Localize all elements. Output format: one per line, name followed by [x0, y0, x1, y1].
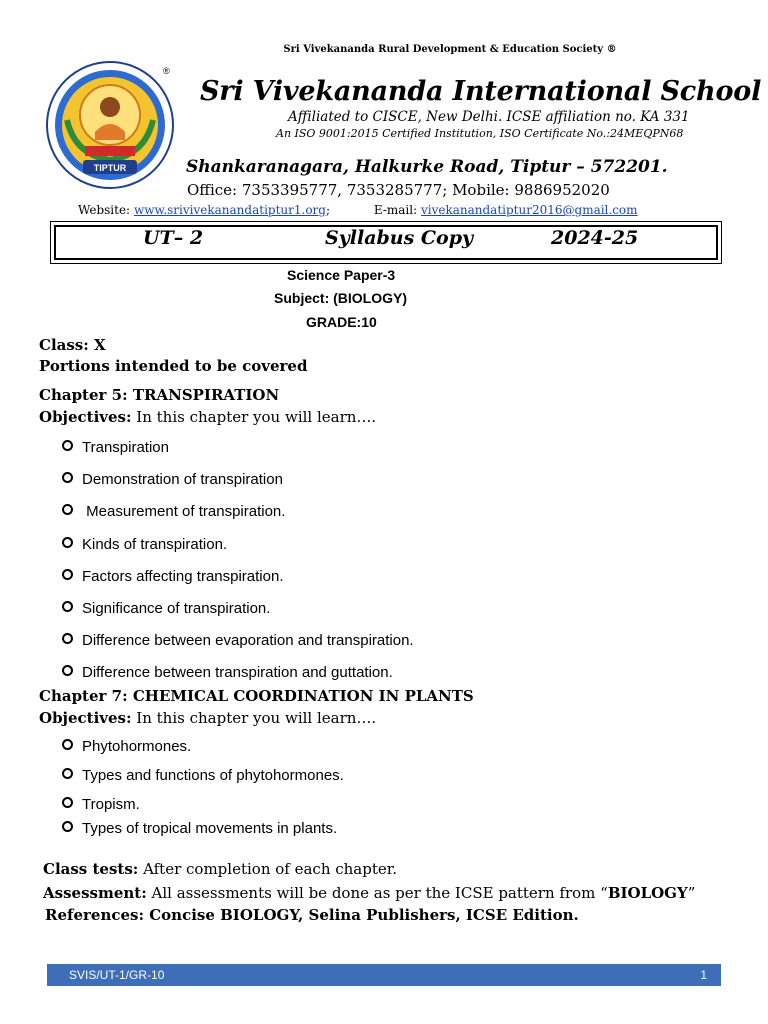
email-label: E-mail:: [373, 203, 418, 217]
chapter-7-objectives: [39, 709, 376, 727]
email-link[interactable]: vivekanandatiptur2016@gmail.com: [420, 203, 638, 217]
bullet-circle-icon: [62, 821, 73, 832]
list-item: Types of tropical movements in plants.: [62, 820, 337, 837]
syllabus-title: Syllabus Copy: [325, 227, 474, 249]
website-separator: ;: [325, 203, 331, 217]
bullet-circle-icon: [62, 537, 73, 548]
page-footer: [47, 964, 721, 986]
list-item: Significance of transpiration.: [62, 600, 270, 617]
bullet-circle-icon: [62, 440, 73, 451]
logo-text: TIPTUR: [93, 163, 127, 173]
assessment-line: Assessment: All assessments will be done as per the ICSE pattern from “BIOLOGY”: [43, 884, 696, 902]
references-line: References: Concise BIOLOGY, Selina Publishers, ICSE Edition.: [45, 906, 579, 924]
bullet-circle-icon: [62, 633, 73, 644]
svg-text:®: ®: [163, 66, 170, 76]
website-label: Website:: [78, 203, 131, 217]
title-box: [50, 221, 722, 264]
office-phones: Office: 7353395777, 7353285777; Mobile: 9886952020: [187, 181, 610, 199]
list-item: Tropism.: [62, 796, 140, 813]
list-item: Measurement of transpiration.: [62, 503, 285, 520]
bullet-circle-icon: [62, 797, 73, 808]
objectives-label: Objectives:: [39, 709, 132, 727]
subject-name: Subject: (BIOLOGY): [274, 290, 407, 306]
school-logo: [45, 60, 175, 190]
list-item: Difference between evaporation and transpiration.: [62, 632, 414, 649]
chapter-7-title: Chapter 7: CHEMICAL COORDINATION IN PLANTS: [39, 687, 474, 705]
academic-year: 2024-25: [551, 227, 639, 249]
unit-test-label: UT– 2: [143, 227, 204, 249]
page-number: 1: [700, 968, 707, 982]
class-tests-line: Class tests: After completion of each chapter.: [43, 860, 398, 878]
chapter-5-objectives: [39, 408, 376, 426]
portions-heading: Portions intended to be covered: [39, 357, 308, 375]
bullet-circle-icon: [62, 504, 73, 515]
grade: GRADE:10: [306, 314, 377, 330]
class-line: Class: X: [39, 336, 106, 354]
objectives-text: In this chapter you will learn….: [131, 408, 377, 426]
list-item: Types and functions of phytohormones.: [62, 767, 344, 784]
website-link[interactable]: www.srivivekanandatiptur1.org: [133, 203, 326, 217]
bullet-circle-icon: [62, 768, 73, 779]
list-item: Difference between transpiration and guttation.: [62, 664, 393, 681]
objectives-label: Objectives:: [39, 408, 132, 426]
list-item: Transpiration: [62, 439, 169, 456]
school-name: Sri Vivekananda International School: [200, 76, 762, 107]
bullet-circle-icon: [62, 601, 73, 612]
bullet-circle-icon: [62, 472, 73, 483]
chapter-5-title: Chapter 5: TRANSPIRATION: [39, 386, 280, 404]
paper-name: Science Paper-3: [287, 267, 396, 283]
list-item: Kinds of transpiration.: [62, 536, 227, 553]
contact-row: [78, 203, 638, 217]
objectives-text: In this chapter you will learn….: [131, 709, 377, 727]
list-item: Factors affecting transpiration.: [62, 568, 284, 585]
list-item: Demonstration of transpiration: [62, 471, 283, 488]
document-code: SVIS/UT-1/GR-10: [69, 968, 165, 982]
iso-line: An ISO 9001:2015 Certified Institution, ISO Certificate No.:24MEQPN68: [276, 127, 684, 140]
bullet-circle-icon: [62, 739, 73, 750]
bullet-circle-icon: [62, 665, 73, 676]
bullet-circle-icon: [62, 569, 73, 580]
school-address: Shankaranagara, Halkurke Road, Tiptur – 572201.: [186, 157, 668, 177]
society-name: Sri Vivekananda Rural Development & Education Society ®: [283, 44, 617, 55]
affiliation-line: Affiliated to CISCE, New Delhi. ICSE affiliation no. KA 331: [288, 109, 690, 125]
list-item: Phytohormones.: [62, 738, 191, 755]
